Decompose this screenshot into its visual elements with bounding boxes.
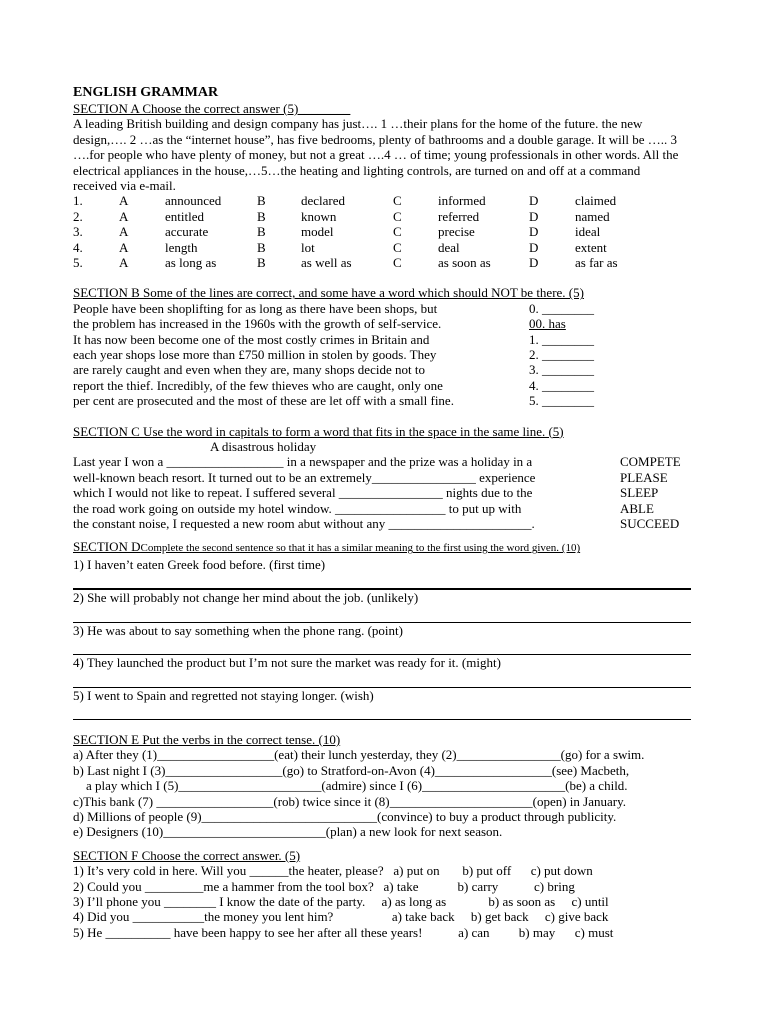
- section-d-item: 5) I went to Spain and regretted not staying longer. (wish): [73, 687, 374, 703]
- option-a: as long as: [165, 255, 217, 270]
- section-a-item: [73, 224, 693, 239]
- section-c-line: which I would not like to repeat. I suffered several ________________ nights due to the SLEEP: [73, 485, 659, 501]
- section-b-line: report the thief. Incredibly, of the few thieves who are caught, only one 4. ________: [73, 377, 594, 393]
- answer-blank: 4. ________: [529, 377, 594, 393]
- option-letter-d: D: [529, 193, 539, 209]
- option-letter-a: A: [119, 239, 129, 255]
- option-letter-c: C: [393, 255, 402, 270]
- section-d-item: 3) He was about to say something when the phone rang. (point): [73, 622, 403, 638]
- section-e-heading: SECTION E Put the verbs in the correct tense. (10): [73, 731, 341, 747]
- answer-example: 00. has: [529, 316, 566, 332]
- option-c: informed: [438, 193, 486, 209]
- section-d-heading: SECTION DComplete the second sentence so that it has a similar meaning to the first using the word given. (10): [73, 539, 581, 555]
- option-letter-a: A: [119, 255, 129, 270]
- answer-line: [73, 671, 691, 688]
- item-number: 4.: [73, 239, 83, 255]
- section-a-heading: SECTION A Choose the correct answer (5)________: [73, 101, 351, 116]
- option-d: as far as: [575, 255, 618, 270]
- option-b: lot: [301, 239, 315, 255]
- section-e-line: d) Millions of people (9)___________________________(convince) to buy a product through publicity.: [73, 808, 617, 824]
- section-c-line: the constant noise, I requested a new room abut without any ______________________. SUCCEED: [73, 516, 680, 532]
- option-letter-b: B: [257, 224, 266, 240]
- option-letter-c: C: [393, 193, 402, 209]
- answer-line: [73, 703, 691, 720]
- section-c-heading: SECTION C Use the word in capitals to form a word that fits in the space in the same line. (5): [73, 423, 564, 439]
- base-word: SLEEP: [620, 485, 659, 501]
- section-c-lines: [73, 454, 693, 531]
- option-b: known: [301, 208, 337, 224]
- section-f-heading: SECTION F Choose the correct answer. (5): [73, 847, 301, 863]
- section-a-options: [73, 193, 693, 270]
- section-d-item: 4) They launched the product but I’m not sure the market was ready for it. (might): [73, 655, 501, 671]
- option-d: named: [575, 208, 610, 224]
- item-number: 2.: [73, 208, 83, 224]
- section-b-line: the problem has increased in the 1960s with the growth of self-service. 00. has: [73, 316, 566, 332]
- section-b-line: It has now been become one of the most costly crimes in Britain and 1. ________: [73, 331, 594, 347]
- section-a-passage: A leading British building and design company has just…. 1 …their plans for the home of the future. the new design,…. 2 …as the “internet house”, has five bedrooms, plenty of bathrooms and a double garage. It will be ….. 3 ….for people who have plenty of money, but not a great ….4 … of time; young professionals in other words. All the electrical appliances in the house,…5…the heating and lighting controls, are turned on and off at a command received via e-mail.: [73, 116, 679, 194]
- base-word: COMPETE: [620, 454, 681, 470]
- answer-blank: 1. ________: [529, 331, 594, 347]
- option-letter-d: D: [529, 224, 539, 240]
- section-b-heading: SECTION B Some of the lines are correct, and some have a word which should NOT be there. (5): [73, 285, 584, 301]
- section-c-line: well-known beach resort. It turned out to be an extremely________________ experience PLEASE: [73, 469, 668, 485]
- section-b-line: People have been shoplifting for as long as there have been shops, but 0. ________: [73, 300, 594, 316]
- option-c: precise: [438, 224, 475, 240]
- answer-blank: 2. ________: [529, 347, 594, 363]
- section-b-lines: [73, 301, 693, 409]
- section-f-line: 4) Did you ___________the money you lent him? a) take back b) get back c) give back: [73, 909, 609, 925]
- option-letter-c: C: [393, 224, 402, 240]
- answer-blank: 3. ________: [529, 362, 594, 378]
- option-letter-d: D: [529, 208, 539, 224]
- section-b-line: per cent are prosecuted and the most of these are let off with a small fine. 5. ________: [73, 393, 594, 409]
- answer-line: [73, 638, 691, 655]
- option-letter-d: D: [529, 255, 539, 270]
- answer-line: [73, 606, 691, 623]
- option-letter-a: A: [119, 193, 129, 209]
- section-c-line: Last year I won a __________________ in a newspaper and the prize was a holiday in a COMPETE: [73, 454, 681, 470]
- answer-blank: 0. ________: [529, 300, 594, 316]
- section-f-line: 5) He __________ have been happy to see her after all these years! a) can b) may c) must: [73, 924, 614, 940]
- option-letter-a: A: [119, 224, 129, 240]
- section-a-item: [73, 255, 693, 270]
- option-c: referred: [438, 208, 480, 224]
- item-number: 5.: [73, 255, 83, 270]
- option-letter-c: C: [393, 208, 402, 224]
- section-c-subtitle: A disastrous holiday: [210, 439, 317, 455]
- option-letter-b: B: [257, 193, 266, 209]
- option-d: claimed: [575, 193, 617, 209]
- option-c: as soon as: [438, 255, 491, 270]
- answer-line: [73, 572, 691, 590]
- option-letter-d: D: [529, 239, 539, 255]
- section-c-line: the road work going on outside my hotel window. _________________ to put up with ABLE: [73, 500, 654, 516]
- option-d: extent: [575, 239, 607, 255]
- base-word: ABLE: [620, 500, 654, 516]
- section-d-item: 1) I haven’t eaten Greek food before. (first time): [73, 556, 326, 572]
- base-word: SUCCEED: [620, 516, 680, 532]
- option-letter-c: C: [393, 239, 402, 255]
- option-a: length: [165, 239, 198, 255]
- option-letter-b: B: [257, 208, 266, 224]
- section-b-line: are rarely caught and even when they are, many shops decide not to 3. ________: [73, 362, 594, 378]
- section-e-line: c)This bank (7) __________________(rob) twice since it (8)______________________(open) in January.: [73, 793, 626, 809]
- section-b-line: each year shops lose more than £750 million in stolen by goods. They 2. ________: [73, 347, 594, 363]
- option-letter-b: B: [257, 255, 266, 270]
- item-number: 3.: [73, 224, 83, 240]
- section-d-item: 2) She will probably not change her mind about the job. (unlikely): [73, 590, 419, 606]
- option-b: model: [301, 224, 334, 240]
- section-e-line: e) Designers (10)_________________________(plan) a new look for next season.: [73, 824, 503, 840]
- option-b: declared: [301, 193, 346, 209]
- section-f-line: 3) I’ll phone you ________ I know the date of the party. a) as long as b) as soon as c) until: [73, 893, 609, 909]
- worksheet: [73, 84, 693, 940]
- option-b: as well as: [301, 255, 352, 270]
- section-a-item: [73, 209, 693, 224]
- section-a-item: [73, 193, 693, 208]
- option-letter-b: B: [257, 239, 266, 255]
- option-d: ideal: [575, 224, 601, 240]
- base-word: PLEASE: [620, 469, 668, 485]
- document-title: ENGLISH GRAMMAR: [73, 85, 219, 100]
- answer-blank: 5. ________: [529, 393, 594, 409]
- item-number: 1.: [73, 193, 83, 209]
- section-e-line: a) After they (1)__________________(eat) their lunch yesterday, they (2)________________(go) for a swim.: [73, 747, 645, 763]
- option-a: announced: [165, 193, 222, 209]
- option-a: accurate: [165, 224, 209, 240]
- option-letter-a: A: [119, 208, 129, 224]
- section-f-line: 1) It’s very cold in here. Will you ______the heater, please? a) put on b) put off c) put down: [73, 863, 593, 879]
- section-a-item: [73, 240, 693, 255]
- section-e-line: b) Last night I (3)__________________(go) to Stratford-on-Avon (4)__________________(see) Macbeth,: [73, 762, 630, 778]
- option-a: entitled: [165, 208, 204, 224]
- section-f-line: 2) Could you _________me a hammer from the tool box? a) take b) carry c) bring: [73, 878, 575, 894]
- option-c: deal: [438, 239, 460, 255]
- section-e-line: a play which I (5)______________________(admire) since I (6)______________________(be) a child.: [73, 778, 628, 794]
